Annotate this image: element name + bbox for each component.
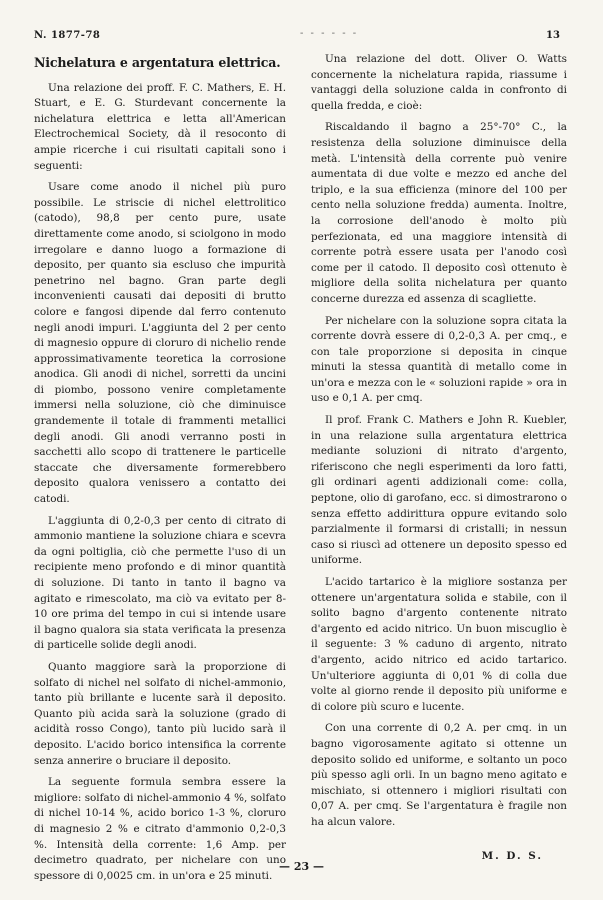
header-ornament: - - - - - -	[300, 28, 359, 39]
paragraph: Per nichelare con la soluzione sopra citata la corrente dovrà essere di 0,2-0,3 A. per cmq., e con tale proporzione si deposita in cinque minuti la stessa quantità di metallo come in un'ora e mezza con le « soluzioni rapide » ora in uso e 0,1 A. per cmq.	[311, 314, 567, 405]
paragraph: Una relazione del dott. Oliver O. Watts concernente la nichelatura rapida, riassume i vantaggi della soluzione calda in confronto di quella fredda, e cioè:	[311, 53, 567, 112]
issue-number: N. 1877-78	[34, 30, 101, 41]
article-title: Nichelatura e argentatura elettrica.	[34, 55, 281, 70]
paragraph: L'aggiunta di 0,2-0,3 per cento di citrato di ammonio mantiene la soluzione chiara e scevra da ogni poltiglia, ciò che permette l'uso di un recipiente meno profondo e di minor quantità di soluzione. Di tanto in tanto il bagno va agitato e rimescolato, ma ciò va evitato per 8-10 ore prima del tempo in cui si intende usare il bagno qualora sia stata verificata la presenza di particelle solide degli anodi.	[34, 514, 286, 652]
right-column	[311, 52, 567, 864]
page-number: — 23 —	[279, 860, 324, 873]
page-header-number: 13	[546, 30, 560, 41]
paragraph: Con una corrente di 0,2 A. per cmq. in un bagno vigorosamente agitato si ottenne un deposito solido ed uniforme, e soltanto un poco più spesso agli orli. In un bagno meno agitato e mischiato, si ottennero i migliori risultati con 0,07 A. per cmq. Se l'argentatura è fragile non ha alcun valore.	[311, 722, 567, 828]
left-column	[34, 52, 286, 890]
paragraph: Il prof. Frank C. Mathers e John R. Kuebler, in una relazione sulla argentatura elettrica mediante soluzioni di nitrato d'argento, riferiscono che negli esperimenti da loro fatti, gli ordinari agenti addizionali come: colla, peptone, olio di garofano, ecc. si dimostrarono o senza effetto addirittura oppure evitando solo parzialmente il formarsi di cristalli; in nessun caso si riuscì ad ottenere un deposito spesso ed uniforme.	[311, 414, 567, 567]
paragraph: Usare come anodo il nichel più puro possibile. Le striscie di nichel elettrolitico (catodo), 98,8 per cento pure, usate direttamente come anodo, si sciolgono in modo irregolare e danno luogo a formazione di deposito, per quanto sia escluso che impurità penetrino nel bagno. Gran parte degli inconvenienti causati dai depositi di brutto colore e fangosi dipende dal ferro contenuto negli anodi impuri. L'aggiunta del 2 per cento di magnesio oppure di cloruro di nichelio rende approssimativamente teoretica la corrosione anodica. Gli anodi di nichel, sorretti da uncini di piombo, possono venire completamente immersi nella soluzione, ciò che diminuisce grandemente il totale di frammenti metallici degli anodi. Gli anodi verranno posti in sacchetti allo scopo di trattenere le particelle staccate che diversamente formerebbero deposito qualora venissero a contatto dei catodi.	[34, 181, 286, 506]
paragraph: Riscaldando il bagno a 25°-70° C., la resistenza della soluzione diminuisce della metà. L'intensità della corrente può venire aumentata di due volte e mezzo ed anche del triplo, e la sua efficienza (minore del 100 per cento nella soluzione fredda) aumenta. Inoltre, la corrosione dell'anodo è molto più perfezionata, ed una maggiore intensità di corrente potrà essere usata per l'anodo così come per il catodo. Il deposito così ottenuto è migliore della solita nichelatura per quanto concerne durezza ed assenza di scagliette.	[311, 121, 567, 305]
paragraph: L'acido tartarico è la migliore sostanza per ottenere un'argentatura solida e stabile, con il solito bagno d'argento contenente nitrato d'argento ed acido nitrico. Un buon miscuglio è il seguente: 3 % caduno di argento, nitrato d'argento, acido nitrico ed acido tartarico. Un'ulteriore aggiunta di 0,01 % di colla due volte al giorno rende il deposito più uniforme e di colore più scuro e lucente.	[311, 576, 567, 713]
paragraph: Quanto maggiore sarà la proporzione di solfato di nichel nel solfato di nichel-ammonio, tanto più brillante e lucente sarà il deposito. Quanto più acida sarà la soluzione (grado di acidità rosso Congo), tanto più lucido sarà il deposito. L'acido borico intensifica la corrente senza annerire o bruciare il deposito.	[34, 660, 286, 767]
author-signature: M. D. S.	[481, 849, 543, 862]
paragraph: La seguente formula sembra essere la migliore: solfato di nichel-ammonio 4 %, solfato di nichel 10-14 %, acido borico 1-3 %, cloruro di magnesio 2 % e citrato d'ammonio 0,2-0,3 %. Intensità della corrente: 1,6 Amp. per decimetro quadrato, per nichelare con uno spessore di 0,0025 cm. in un'ora e 25 minuti.	[34, 776, 286, 882]
paragraph: Una relazione dei proff. F. C. Mathers, E. H. Stuart, e E. G. Sturdevant concernente la nichelatura elettrica e letta all'American Electrochemical Society, dà il resoconto di ampie ricerche i cui risultati capitali sono i seguenti:	[34, 81, 286, 172]
